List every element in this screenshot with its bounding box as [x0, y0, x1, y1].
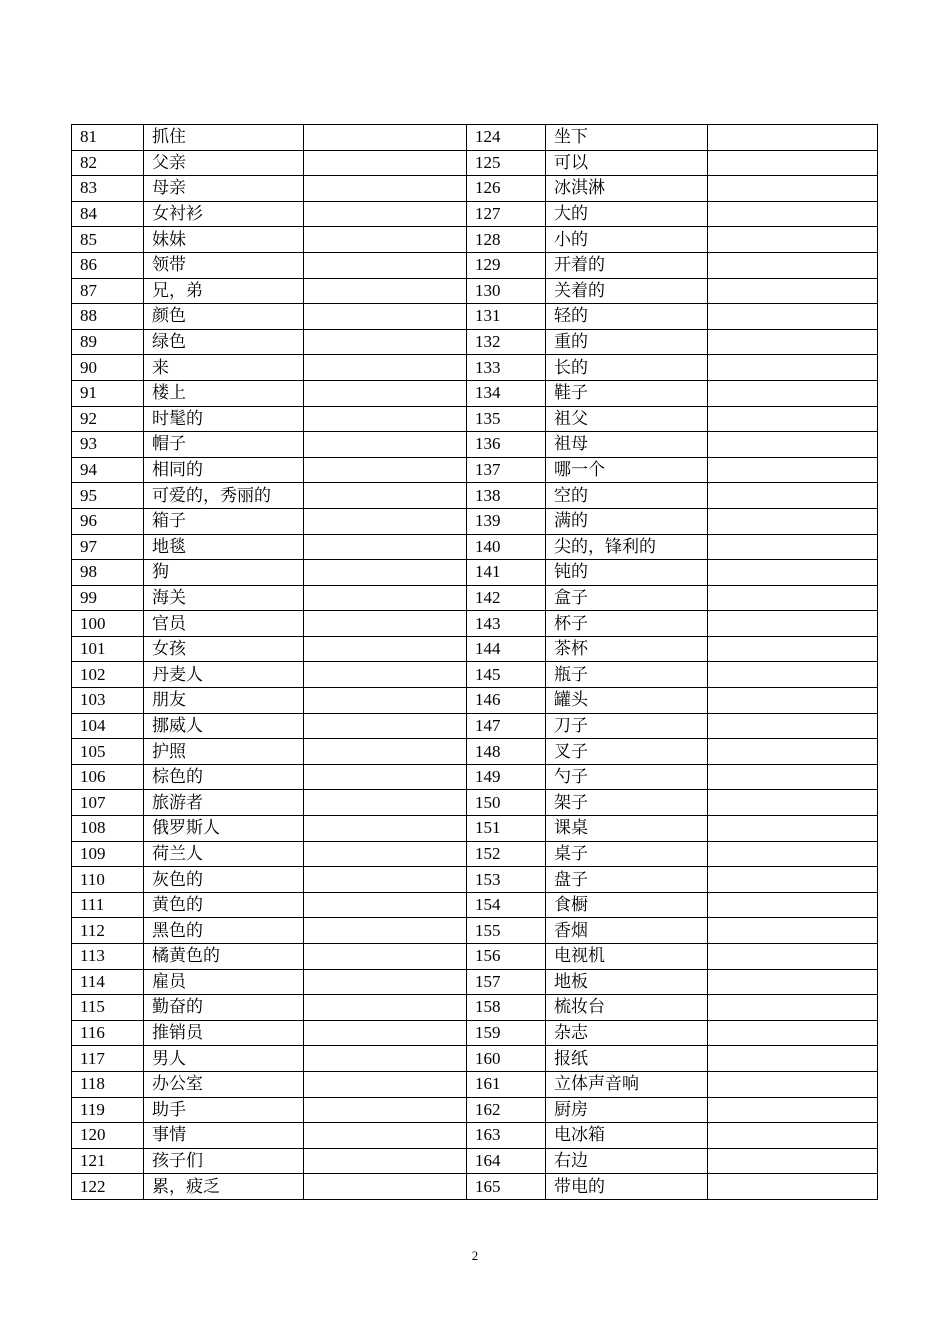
entry-word: 男人	[144, 1046, 304, 1072]
entry-number: 112	[72, 918, 144, 944]
entry-word: 护照	[144, 739, 304, 765]
entry-blank-cell	[304, 1174, 467, 1200]
entry-word: 灰色的	[144, 867, 304, 893]
entry-word: 黄色的	[144, 892, 304, 918]
entry-word: 荷兰人	[144, 841, 304, 867]
entry-blank-cell	[708, 944, 878, 970]
entry-blank-cell	[708, 380, 878, 406]
entry-number: 133	[467, 355, 546, 381]
entry-blank-cell	[708, 790, 878, 816]
entry-number: 161	[467, 1071, 546, 1097]
entry-blank-cell	[304, 176, 467, 202]
entry-number: 108	[72, 816, 144, 842]
entry-number: 157	[467, 969, 546, 995]
entry-blank-cell	[708, 816, 878, 842]
entry-blank-cell	[708, 662, 878, 688]
entry-number: 121	[72, 1148, 144, 1174]
entry-blank-cell	[304, 457, 467, 483]
entry-word: 相同的	[144, 457, 304, 483]
entry-word: 地毯	[144, 534, 304, 560]
entry-number: 84	[72, 201, 144, 227]
entry-word: 旅游者	[144, 790, 304, 816]
table-row	[72, 508, 878, 534]
table-row	[72, 1097, 878, 1123]
entry-blank-cell	[304, 1148, 467, 1174]
entry-word: 报纸	[546, 1046, 708, 1072]
entry-word: 女衬衫	[144, 201, 304, 227]
entry-number: 99	[72, 585, 144, 611]
entry-blank-cell	[304, 918, 467, 944]
entry-number: 151	[467, 816, 546, 842]
entry-blank-cell	[708, 329, 878, 355]
entry-blank-cell	[708, 1071, 878, 1097]
entry-blank-cell	[708, 150, 878, 176]
table-row	[72, 457, 878, 483]
entry-number: 127	[467, 201, 546, 227]
entry-number: 113	[72, 944, 144, 970]
table-row	[72, 483, 878, 509]
entry-number: 90	[72, 355, 144, 381]
entry-blank-cell	[708, 1020, 878, 1046]
entry-number: 136	[467, 432, 546, 458]
table-row	[72, 1046, 878, 1072]
entry-blank-cell	[304, 1071, 467, 1097]
entry-word: 茶杯	[546, 636, 708, 662]
entry-blank-cell	[708, 508, 878, 534]
entry-blank-cell	[708, 483, 878, 509]
entry-word: 带电的	[546, 1174, 708, 1200]
entry-word: 电冰箱	[546, 1123, 708, 1149]
entry-number: 87	[72, 278, 144, 304]
entry-word: 雇员	[144, 969, 304, 995]
entry-number: 105	[72, 739, 144, 765]
entry-blank-cell	[708, 534, 878, 560]
table-row	[72, 969, 878, 995]
entry-word: 勤奋的	[144, 995, 304, 1021]
entry-word: 海关	[144, 585, 304, 611]
table-row	[72, 406, 878, 432]
entry-word: 香烟	[546, 918, 708, 944]
entry-word: 祖母	[546, 432, 708, 458]
table-row	[72, 995, 878, 1021]
entry-word: 刀子	[546, 713, 708, 739]
entry-number: 116	[72, 1020, 144, 1046]
entry-number: 107	[72, 790, 144, 816]
entry-number: 125	[467, 150, 546, 176]
table-row	[72, 1071, 878, 1097]
entry-number: 92	[72, 406, 144, 432]
table-row	[72, 1020, 878, 1046]
table-row	[72, 355, 878, 381]
entry-blank-cell	[304, 611, 467, 637]
table-row	[72, 713, 878, 739]
entry-number: 160	[467, 1046, 546, 1072]
table-row	[72, 380, 878, 406]
page-number: 2	[471, 1248, 479, 1263]
table-row	[72, 892, 878, 918]
entry-blank-cell	[708, 918, 878, 944]
entry-blank-cell	[304, 662, 467, 688]
entry-blank-cell	[708, 995, 878, 1021]
entry-blank-cell	[708, 176, 878, 202]
entry-number: 162	[467, 1097, 546, 1123]
entry-number: 98	[72, 560, 144, 586]
entry-number: 126	[467, 176, 546, 202]
entry-blank-cell	[304, 636, 467, 662]
entry-word: 孩子们	[144, 1148, 304, 1174]
entry-number: 94	[72, 457, 144, 483]
entry-number: 109	[72, 841, 144, 867]
entry-word: 父亲	[144, 150, 304, 176]
entry-blank-cell	[708, 636, 878, 662]
entry-blank-cell	[708, 1148, 878, 1174]
table-row	[72, 688, 878, 714]
entry-number: 114	[72, 969, 144, 995]
table-row	[72, 739, 878, 765]
entry-word: 橘黄色的	[144, 944, 304, 970]
entry-word: 长的	[546, 355, 708, 381]
entry-word: 满的	[546, 508, 708, 534]
entry-blank-cell	[708, 125, 878, 151]
entry-blank-cell	[708, 304, 878, 330]
entry-number: 118	[72, 1071, 144, 1097]
entry-blank-cell	[708, 892, 878, 918]
entry-blank-cell	[304, 892, 467, 918]
entry-blank-cell	[708, 585, 878, 611]
table-row	[72, 1148, 878, 1174]
table-row	[72, 304, 878, 330]
entry-word: 颜色	[144, 304, 304, 330]
entry-number: 88	[72, 304, 144, 330]
entry-blank-cell	[708, 969, 878, 995]
entry-blank-cell	[304, 585, 467, 611]
entry-word: 钝的	[546, 560, 708, 586]
entry-number: 154	[467, 892, 546, 918]
table-row	[72, 764, 878, 790]
entry-number: 103	[72, 688, 144, 714]
table-row	[72, 841, 878, 867]
entry-blank-cell	[304, 534, 467, 560]
vocab-table	[71, 124, 878, 1200]
entry-word: 杯子	[546, 611, 708, 637]
entry-number: 159	[467, 1020, 546, 1046]
entry-blank-cell	[708, 1046, 878, 1072]
entry-word: 开着的	[546, 252, 708, 278]
table-row	[72, 432, 878, 458]
entry-number: 97	[72, 534, 144, 560]
entry-word: 坐下	[546, 125, 708, 151]
entry-number: 81	[72, 125, 144, 151]
table-row	[72, 125, 878, 151]
entry-blank-cell	[304, 1020, 467, 1046]
entry-blank-cell	[708, 1097, 878, 1123]
entry-blank-cell	[708, 227, 878, 253]
entry-blank-cell	[708, 355, 878, 381]
entry-word: 挪威人	[144, 713, 304, 739]
entry-word: 小的	[546, 227, 708, 253]
entry-blank-cell	[708, 457, 878, 483]
entry-number: 153	[467, 867, 546, 893]
entry-blank-cell	[304, 1123, 467, 1149]
entry-word: 领带	[144, 252, 304, 278]
entry-number: 128	[467, 227, 546, 253]
entry-word: 朋友	[144, 688, 304, 714]
entry-word: 俄罗斯人	[144, 816, 304, 842]
entry-number: 158	[467, 995, 546, 1021]
entry-word: 来	[144, 355, 304, 381]
entry-blank-cell	[304, 560, 467, 586]
table-row	[72, 329, 878, 355]
entry-word: 尖的，锋利的	[546, 534, 708, 560]
entry-blank-cell	[304, 150, 467, 176]
entry-word: 棕色的	[144, 764, 304, 790]
entry-number: 164	[467, 1148, 546, 1174]
entry-number: 140	[467, 534, 546, 560]
entry-blank-cell	[708, 406, 878, 432]
table-row	[72, 790, 878, 816]
entry-number: 83	[72, 176, 144, 202]
entry-number: 96	[72, 508, 144, 534]
entry-word: 大的	[546, 201, 708, 227]
entry-word: 右边	[546, 1148, 708, 1174]
table-row	[72, 560, 878, 586]
entry-number: 156	[467, 944, 546, 970]
entry-number: 131	[467, 304, 546, 330]
entry-number: 148	[467, 739, 546, 765]
entry-number: 111	[72, 892, 144, 918]
table-row	[72, 252, 878, 278]
entry-number: 155	[467, 918, 546, 944]
entry-word: 官员	[144, 611, 304, 637]
entry-word: 冰淇淋	[546, 176, 708, 202]
entry-word: 梳妆台	[546, 995, 708, 1021]
entry-word: 楼上	[144, 380, 304, 406]
entry-number: 89	[72, 329, 144, 355]
entry-word: 地板	[546, 969, 708, 995]
entry-number: 145	[467, 662, 546, 688]
entry-blank-cell	[304, 816, 467, 842]
table-row	[72, 816, 878, 842]
entry-number: 143	[467, 611, 546, 637]
entry-number: 134	[467, 380, 546, 406]
entry-number: 86	[72, 252, 144, 278]
entry-blank-cell	[304, 355, 467, 381]
entry-blank-cell	[708, 560, 878, 586]
entry-number: 129	[467, 252, 546, 278]
entry-word: 架子	[546, 790, 708, 816]
entry-blank-cell	[304, 995, 467, 1021]
entry-number: 101	[72, 636, 144, 662]
entry-word: 女孩	[144, 636, 304, 662]
entry-number: 147	[467, 713, 546, 739]
entry-number: 146	[467, 688, 546, 714]
table-row	[72, 201, 878, 227]
table-row	[72, 611, 878, 637]
table-row	[72, 662, 878, 688]
entry-number: 102	[72, 662, 144, 688]
entry-word: 绿色	[144, 329, 304, 355]
entry-word: 助手	[144, 1097, 304, 1123]
vocab-table-body	[72, 125, 878, 1200]
entry-blank-cell	[304, 432, 467, 458]
entry-word: 空的	[546, 483, 708, 509]
entry-word: 推销员	[144, 1020, 304, 1046]
table-row	[72, 1174, 878, 1200]
entry-number: 152	[467, 841, 546, 867]
entry-word: 课桌	[546, 816, 708, 842]
entry-number: 120	[72, 1123, 144, 1149]
entry-blank-cell	[304, 508, 467, 534]
entry-number: 130	[467, 278, 546, 304]
entry-word: 立体声音响	[546, 1071, 708, 1097]
entry-blank-cell	[304, 483, 467, 509]
entry-word: 盒子	[546, 585, 708, 611]
entry-number: 149	[467, 764, 546, 790]
table-row	[72, 585, 878, 611]
entry-word: 办公室	[144, 1071, 304, 1097]
entry-number: 135	[467, 406, 546, 432]
table-row	[72, 918, 878, 944]
entry-word: 累，疲乏	[144, 1174, 304, 1200]
entry-number: 95	[72, 483, 144, 509]
entry-word: 瓶子	[546, 662, 708, 688]
entry-word: 罐头	[546, 688, 708, 714]
entry-blank-cell	[304, 688, 467, 714]
entry-blank-cell	[304, 304, 467, 330]
entry-word: 勺子	[546, 764, 708, 790]
entry-blank-cell	[708, 739, 878, 765]
entry-word: 黑色的	[144, 918, 304, 944]
entry-word: 兄，弟	[144, 278, 304, 304]
entry-blank-cell	[708, 432, 878, 458]
entry-word: 关着的	[546, 278, 708, 304]
entry-number: 119	[72, 1097, 144, 1123]
entry-word: 祖父	[546, 406, 708, 432]
entry-blank-cell	[304, 739, 467, 765]
entry-word: 妹妹	[144, 227, 304, 253]
entry-number: 115	[72, 995, 144, 1021]
entry-number: 100	[72, 611, 144, 637]
entry-number: 122	[72, 1174, 144, 1200]
entry-word: 电视机	[546, 944, 708, 970]
entry-word: 轻的	[546, 304, 708, 330]
entry-word: 箱子	[144, 508, 304, 534]
entry-number: 110	[72, 867, 144, 893]
table-row	[72, 150, 878, 176]
entry-word: 狗	[144, 560, 304, 586]
entry-blank-cell	[304, 713, 467, 739]
entry-number: 93	[72, 432, 144, 458]
entry-number: 142	[467, 585, 546, 611]
table-row	[72, 176, 878, 202]
entry-number: 141	[467, 560, 546, 586]
table-row	[72, 636, 878, 662]
table-row	[72, 944, 878, 970]
entry-blank-cell	[708, 1123, 878, 1149]
entry-blank-cell	[304, 1046, 467, 1072]
entry-blank-cell	[304, 944, 467, 970]
entry-blank-cell	[304, 278, 467, 304]
table-row	[72, 534, 878, 560]
entry-blank-cell	[708, 201, 878, 227]
entry-number: 138	[467, 483, 546, 509]
entry-blank-cell	[708, 1174, 878, 1200]
table-row	[72, 1123, 878, 1149]
entry-blank-cell	[304, 227, 467, 253]
entry-word: 食橱	[546, 892, 708, 918]
entry-word: 可以	[546, 150, 708, 176]
entry-number: 165	[467, 1174, 546, 1200]
entry-number: 106	[72, 764, 144, 790]
entry-blank-cell	[708, 278, 878, 304]
entry-blank-cell	[304, 764, 467, 790]
entry-number: 150	[467, 790, 546, 816]
entry-blank-cell	[708, 713, 878, 739]
entry-blank-cell	[304, 867, 467, 893]
entry-number: 82	[72, 150, 144, 176]
entry-word: 厨房	[546, 1097, 708, 1123]
entry-blank-cell	[304, 380, 467, 406]
entry-number: 124	[467, 125, 546, 151]
entry-word: 哪一个	[546, 457, 708, 483]
entry-blank-cell	[304, 252, 467, 278]
entry-blank-cell	[304, 790, 467, 816]
entry-blank-cell	[708, 688, 878, 714]
entry-number: 104	[72, 713, 144, 739]
entry-number: 117	[72, 1046, 144, 1072]
entry-word: 事情	[144, 1123, 304, 1149]
entry-word: 可爱的，秀丽的	[144, 483, 304, 509]
entry-word: 母亲	[144, 176, 304, 202]
entry-blank-cell	[708, 611, 878, 637]
entry-number: 137	[467, 457, 546, 483]
entry-blank-cell	[708, 867, 878, 893]
entry-number: 139	[467, 508, 546, 534]
entry-number: 85	[72, 227, 144, 253]
table-row	[72, 867, 878, 893]
entry-blank-cell	[304, 841, 467, 867]
entry-blank-cell	[304, 329, 467, 355]
entry-word: 重的	[546, 329, 708, 355]
entry-word: 叉子	[546, 739, 708, 765]
entry-blank-cell	[304, 969, 467, 995]
entry-word: 鞋子	[546, 380, 708, 406]
entry-word: 盘子	[546, 867, 708, 893]
table-row	[72, 278, 878, 304]
entry-blank-cell	[304, 406, 467, 432]
entry-blank-cell	[708, 841, 878, 867]
table-row	[72, 227, 878, 253]
entry-blank-cell	[304, 201, 467, 227]
entry-word: 丹麦人	[144, 662, 304, 688]
entry-blank-cell	[708, 252, 878, 278]
entry-number: 144	[467, 636, 546, 662]
entry-word: 桌子	[546, 841, 708, 867]
entry-number: 132	[467, 329, 546, 355]
entry-word: 帽子	[144, 432, 304, 458]
entry-word: 抓住	[144, 125, 304, 151]
entry-number: 91	[72, 380, 144, 406]
entry-blank-cell	[708, 764, 878, 790]
entry-blank-cell	[304, 1097, 467, 1123]
entry-word: 时髦的	[144, 406, 304, 432]
entry-number: 163	[467, 1123, 546, 1149]
entry-word: 杂志	[546, 1020, 708, 1046]
entry-blank-cell	[304, 125, 467, 151]
